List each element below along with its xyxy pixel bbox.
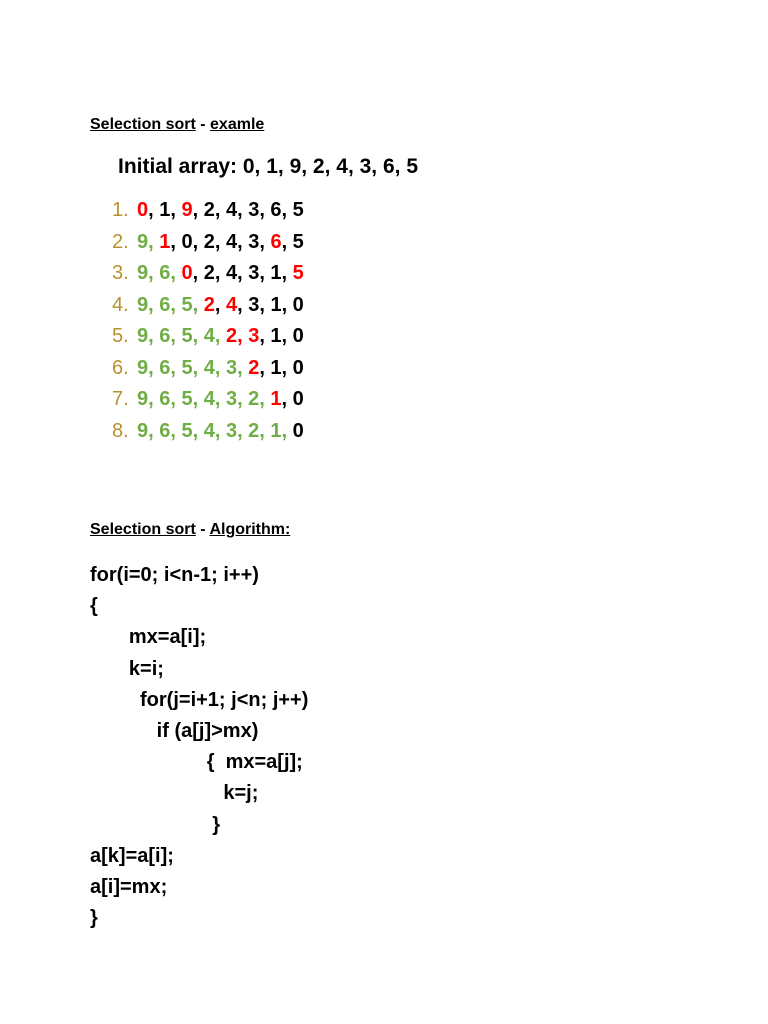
- highlighted-value: 0: [137, 199, 149, 221]
- highlighted-value: 9: [181, 199, 193, 221]
- code-line: for(j=i+1; j<n; j++): [90, 688, 309, 711]
- example-heading: [90, 116, 264, 134]
- step-number: 5.: [112, 325, 129, 347]
- sorted-value: 9, 6, 5, 4, 3, 2,: [137, 388, 271, 410]
- highlighted-value: 0: [181, 262, 193, 284]
- unsorted-value: , 2, 4, 3, 6, 5: [192, 199, 304, 221]
- sort-step: [112, 290, 304, 322]
- code-line: }: [90, 813, 221, 836]
- unsorted-value: 0: [292, 419, 304, 442]
- algorithm-heading-title: Selection sort: [90, 521, 196, 538]
- sorted-value: 9, 6, 5,: [137, 293, 204, 316]
- step-number: 1.: [112, 199, 129, 221]
- unsorted-value: , 0: [281, 388, 304, 410]
- algorithm-heading-subtitle: Algorithm:: [209, 521, 291, 538]
- unsorted-value: , 2, 4, 3, 1,: [192, 262, 293, 284]
- highlighted-value: 1: [270, 388, 282, 410]
- sort-step: [112, 195, 304, 227]
- unsorted-value: , 5: [281, 230, 304, 253]
- algorithm-heading-separator: -: [195, 521, 210, 538]
- code-line: a[k]=a[i];: [90, 844, 174, 867]
- sorted-value: 9, 6, 5, 4,: [137, 325, 226, 347]
- highlighted-value: 4: [225, 293, 238, 316]
- code-line: { mx=a[j];: [90, 751, 303, 774]
- sort-steps-list: [112, 195, 304, 447]
- example-heading-separator: -: [195, 116, 211, 133]
- step-number: 4.: [112, 293, 129, 316]
- code-line: {: [90, 595, 98, 618]
- step-number: 2.: [112, 230, 129, 253]
- sort-step: [112, 416, 304, 448]
- unsorted-value: , 1,: [148, 199, 182, 221]
- sort-step: [112, 321, 304, 353]
- sorted-value: 9, 6, 5, 4, 3, 2, 1,: [137, 419, 293, 442]
- example-heading-subtitle: examle: [210, 116, 265, 133]
- highlighted-value: 6: [270, 230, 282, 253]
- step-number: 7.: [112, 388, 129, 410]
- step-number: 6.: [112, 356, 129, 379]
- sorted-value: 9, 6, 5, 4, 3,: [137, 356, 249, 379]
- initial-array: Initial array: 0, 1, 9, 2, 4, 3, 6, 5: [118, 155, 418, 178]
- unsorted-value: , 1, 0: [259, 325, 304, 347]
- step-number: 8.: [112, 419, 129, 442]
- code-line: k=j;: [90, 782, 259, 805]
- sort-step: [112, 384, 304, 416]
- highlighted-value: 2: [248, 356, 260, 379]
- code-line: }: [90, 907, 98, 930]
- code-line: k=i;: [90, 657, 164, 680]
- unsorted-value: , 0, 2, 4, 3,: [170, 230, 271, 253]
- unsorted-value: ,: [214, 293, 226, 316]
- step-number: 3.: [112, 262, 129, 284]
- sort-step: [112, 353, 304, 385]
- algorithm-heading: [90, 521, 290, 539]
- highlighted-value: 1: [159, 230, 171, 253]
- example-heading-title: Selection sort: [90, 116, 196, 133]
- code-line: if (a[j]>mx): [90, 719, 259, 742]
- highlighted-value: 2: [203, 293, 215, 316]
- highlighted-value: 2, 3: [225, 325, 260, 347]
- unsorted-value: , 3, 1, 0: [237, 293, 304, 316]
- unsorted-value: , 1, 0: [259, 356, 304, 379]
- code-line: a[i]=mx;: [90, 875, 168, 898]
- highlighted-value: 5: [292, 262, 304, 284]
- algorithm-code-block: [90, 560, 308, 934]
- sorted-value: 9,: [137, 230, 160, 253]
- code-line: mx=a[i];: [90, 626, 207, 649]
- code-line: for(i=0; i<n-1; i++): [90, 564, 259, 586]
- sort-step: [112, 258, 304, 290]
- sort-step: [112, 227, 304, 259]
- sorted-value: 9, 6,: [137, 262, 182, 284]
